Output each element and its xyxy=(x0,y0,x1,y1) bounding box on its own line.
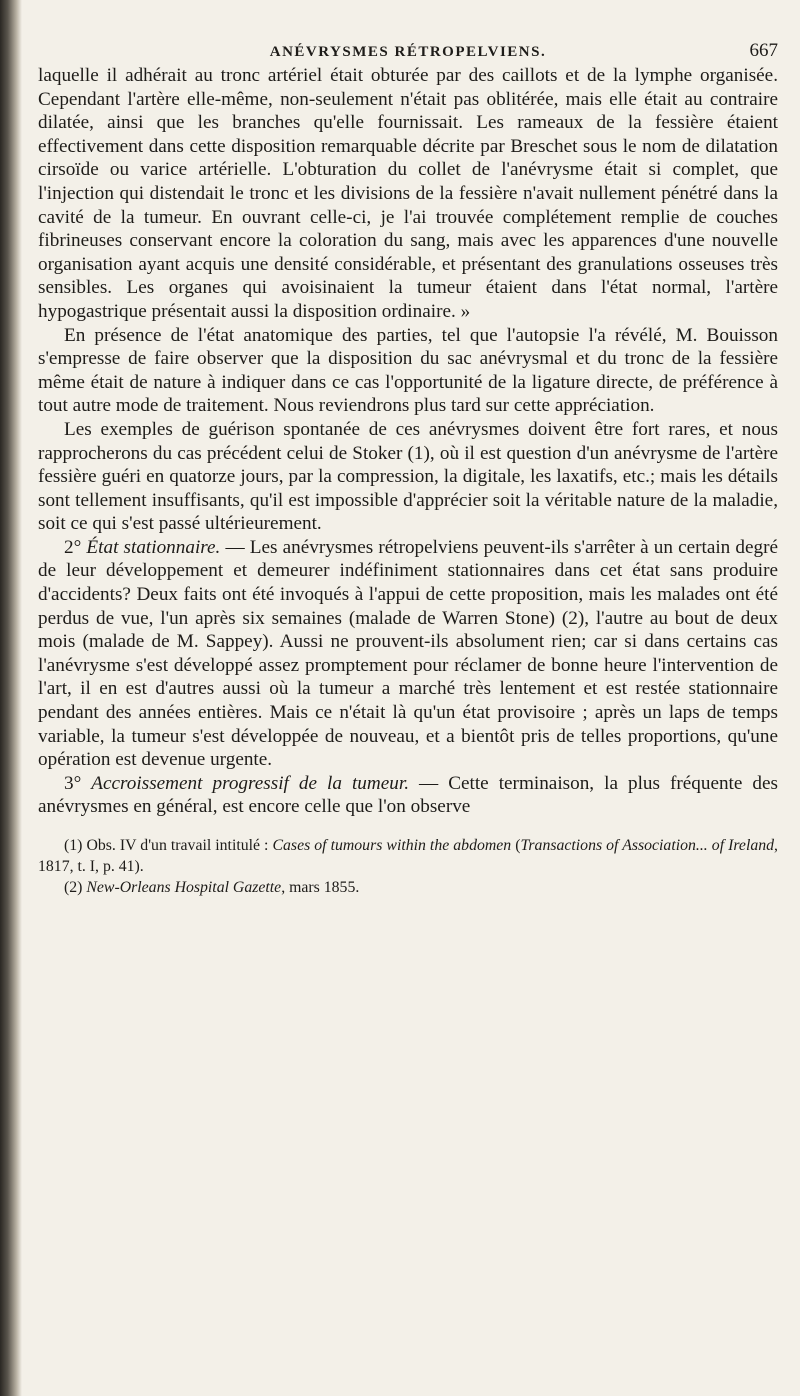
paragraph-continuation: laquelle il adhérait au tronc artériel était obturée par des caillots et de la lymphe organisée. Cependant l'artère elle-même, non-seulement n'était pas oblitérée, mais elle était au contraire dilatée, ainsi que les branches qu'elle fournissait. Les rameaux de la fessière étaient effectivement dans cette disposition remarquable décrite par Breschet sous le nom de dilatation cirsoïde ou varice artérielle. L'obturation du collet de l'anévrysme était si complet, que l'injection qui distendait le tronc et les divisions de la fessière n'avait nullement pénétré dans la cavité de la tumeur. En ouvrant celle-ci, je l'ai trouvée complétement remplie de couches fibrineuses conservant encore la coloration du sang, mais avec les apparences d'une nouvelle organisation ayant acquis une densité considérable, et présentant des granulations osseuses très sensibles. Les organes qui avoisinaient la tumeur étaient dans l'état normal, l'artère hypogastrique présentait aussi la disposition ordinaire. » xyxy=(38,65,778,322)
footnotes xyxy=(38,835,778,898)
paragraph-stoker: Les exemples de guérison spontanée de ces anévrysmes doivent être fort rares, et nous rapprocherons du cas précédent celui de Stoker (1), où il est question d'un anévrysme de l'artère fessière guéri en quatorze jours, par la compression, la digitale, les laxatifs, etc.; mais les détails sont tellement insuffisants, qu'il est impossible d'apprécier soit la véritable nature de la maladie, soit ce qui s'est passé ultérieurement. xyxy=(38,418,778,535)
page-number: 667 xyxy=(749,40,778,61)
paragraph-bouisson: En présence de l'état anatomique des parties, tel que l'autopsie l'a révélé, M. Bouisson s'empresse de faire observer que la disposition du sac anévrysmal et du tronc de la fessière même était de nature à indiquer dans ce cas l'opportunité de la ligature directe, de préférence à tout autre mode de traitement. Nous reviendrons plus tard sur cette appréciation. xyxy=(38,324,778,417)
section-title: État stationnaire. xyxy=(86,536,221,558)
footnote-2-journal: New-Orleans Hospital Gazette xyxy=(86,879,282,896)
footnote-2: (2) New-Orleans Hospital Gazette, mars 1855. xyxy=(64,879,360,896)
running-title: ANÉVRYSMES RÉTROPELVIENS. xyxy=(269,44,547,60)
footnote-1-title: Cases of tumours within the abdomen xyxy=(272,837,512,854)
section-number: 3° xyxy=(64,772,82,794)
section-title: Accroissement progressif de la tumeur. xyxy=(91,772,409,794)
section-accroissement xyxy=(38,772,778,819)
section-etat-stationnaire xyxy=(38,536,778,772)
footnote-1: (1) Obs. IV d'un travail intitulé : Cases of tumours within the abdomen (Transactions of Association... of Ireland, 1817, t. I, p. 41). xyxy=(38,837,778,875)
footnote-1-journal: Transactions of Association... of Ireland xyxy=(520,837,775,854)
section-text: — Les anévrysmes rétropelviens peuvent-ils s'arrêter à un certain degré de leur développement et demeurer indéfiniment stationnaires dans cet état sans produire d'accidents? Deux faits ont été invoqués à l'appui de cette proposition, mais les malades ont été perdus de vue, l'un après six semaines (malade de Warren Stone) (2), l'autre au bout de deux mois (malade de M. Sappey). Aussi ne prouvent-ils absolument rien; car si dans certains cas l'anévrysme s'est développé assez promptement pour réclamer de bonne heure l'intervention de l'art, il en est d'autres aussi où la tumeur a marché très lentement et est restée stationnaire pendant des années entières. Mais ce n'était là qu'un état provisoire ; après un laps de temps variable, la tumeur s'est développée de nouveau, et a bientôt pris de telles proportions, qu'une opération est devenue urgente. xyxy=(38,536,779,771)
body-text xyxy=(38,64,778,819)
running-head xyxy=(38,18,778,61)
section-text: — Cette terminaison, la plus fréquente des anévrysmes en général, est encore celle que l'on observe xyxy=(38,772,778,818)
section-number: 2° xyxy=(64,536,82,558)
book-page xyxy=(38,18,778,898)
book-binding-shadow xyxy=(0,0,22,1396)
